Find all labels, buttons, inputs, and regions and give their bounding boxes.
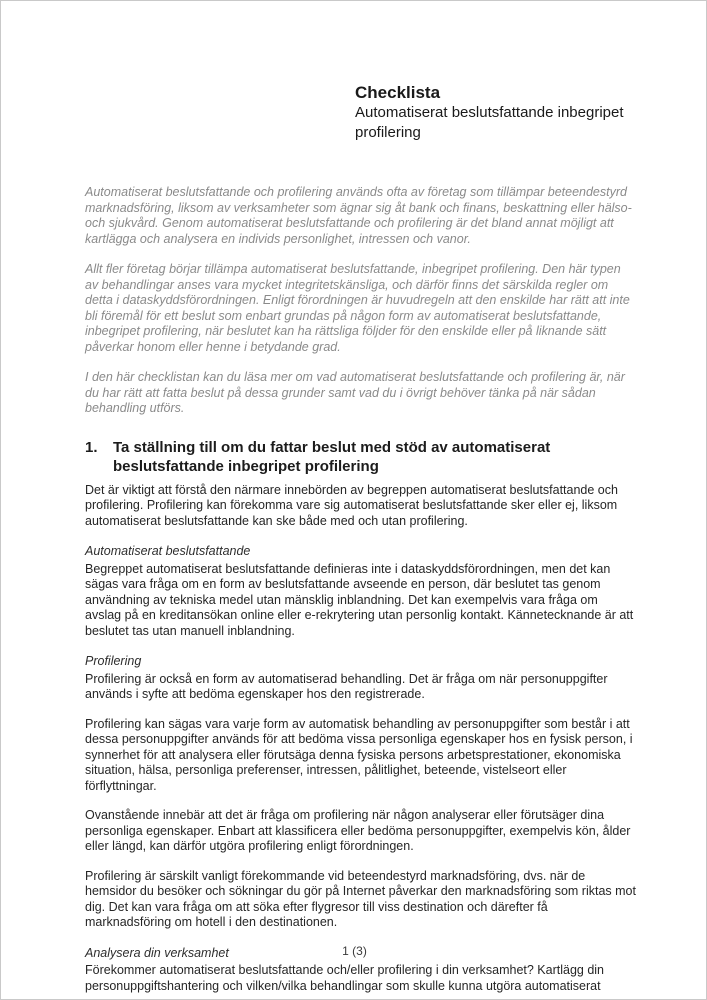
section-title: Ta ställning till om du fattar beslut med stöd av automatiserat beslutsfattande inbegripet profilering <box>113 438 551 475</box>
paragraph-profilering-4: Profilering är särskilt vanligt förekommande vid beteendestyrd marknadsföring, dvs. när de hemsidor du besöker och sökningar du gör på Internet påverkar den marknadsföring som riktas mot dig. Det kan vara fråga om att söka efter flygresor till viss destination och därefter få marknadsföring om hotell i den destinationen. <box>85 868 636 929</box>
intro-paragraph-1: Automatiserat beslutsfattande och profilering används ofta av företag som tillämpar beteendestyrd marknadsföring, liksom av verksamheter som ägnar sig åt bank och finans, beskattning eller hälso- och sjukvård. Genom automatiserat beslutsfattande och profilering är det bland annat möjligt att kartlägga och analysera en individs personlighet, intressen och vanor. <box>85 185 632 246</box>
paragraph-automatiserat-beslutsfattande: Begreppet automatiserat beslutsfattande definieras inte i dataskyddsförordningen, men det kan sägas vara fråga om en form av beslutsfattande avseende en person, där beslutet tas genom användning av tekniska medel utan mänsklig inblandning. Det kan exempelvis vara fråga om avslag på en kreditansökan online eller e-rekrytering utan personlig kontakt. Kännetecknande är att beslutet tas utan manuell inblandning. <box>85 561 634 638</box>
intro-paragraph-3: I den här checklistan kan du läsa mer om vad automatiserat beslutsfattande och profilering är, när du har rätt att fatta beslut på dessa grunder samt vad du i övrigt behöver tänka på när sådan behandling utförs. <box>85 370 625 415</box>
paragraph-analysera-verksamhet: Förekommer automatiserat beslutsfattande och/eller profilering i din verksamhet? Kartlägg din personuppgiftshantering och vilken/vilka behandlingar som skulle kunna utgöra automatiserat <box>85 963 605 993</box>
page-footer <box>1 942 707 960</box>
subheading-analysera-din-verksamhet: Analysera din verksamhet <box>85 945 229 960</box>
intro-paragraph-2: Allt fler företag börjar tillämpa automatiserat beslutsfattande, inbegripet profilering. Den här typen av behandlingar anses vara mycket integritetskänsliga, och därför finns det särskilda regler om detta i dataskyddsförordningen. Enligt förordningen är huvudregeln att den enskilde har rätt att inte bli föremål för ett beslut som enbart grundas på någon form av automatiserat beslutsfattande, inbegripet profilering, när beslutet kan ha rättsliga följder för den enskilde eller på liknande sätt påverkar honom eller henne i betydande grad. <box>85 262 630 354</box>
paragraph-profilering-3: Ovanstående innebär att det är fråga om profilering när någon analyserar eller förutsäger dina personliga egenskaper. Enbart att klassificera eller bedöma personuppgifter, exempelvis kön, ålder eller längd, kan därför utgöra profilering enligt förordningen. <box>85 808 631 853</box>
section-lead-paragraph: Det är viktigt att förstå den närmare innebörden av begreppen automatiserat beslutsfattande och profilering. Profilering kan förekomma vare sig automatiserat beslutsfattande sker eller ej, liksom automatiserat beslutsfattande kan ske både med och utan profilering. <box>85 482 618 528</box>
paragraph-profilering-2: Profilering kan sägas vara varje form av automatisk behandling av personuppgifter som består i att dessa personuppgifter används för att bedöma vissa personliga egenskaper hos en fysisk person, i synnerhet för att analysera eller förutsäga denna fysiska persons arbetsprestationer, ekonomiska situation, hälsa, personliga preferenser, intressen, pålitlighet, beteende, vistelseort eller förflyttningar. <box>85 716 633 793</box>
subheading-automatiserat-beslutsfattande: Automatiserat beslutsfattande <box>85 544 251 558</box>
document-title: Checklista <box>355 83 441 102</box>
section-heading <box>85 438 637 476</box>
document-header <box>355 83 645 143</box>
page-number: 1 (3) <box>342 944 367 958</box>
document-subtitle: Automatiserat beslutsfattande inbegripet profilering <box>355 104 624 141</box>
subheading-profilering: Profilering <box>85 654 142 668</box>
paragraph-profilering-1: Profilering är också en form av automatiserad behandling. Det är fråga om när personuppgifter används i syfte att bedöma egenskaper hos den registrerade. <box>85 671 608 701</box>
section-number: 1. <box>85 438 98 456</box>
document-body <box>85 185 637 1000</box>
